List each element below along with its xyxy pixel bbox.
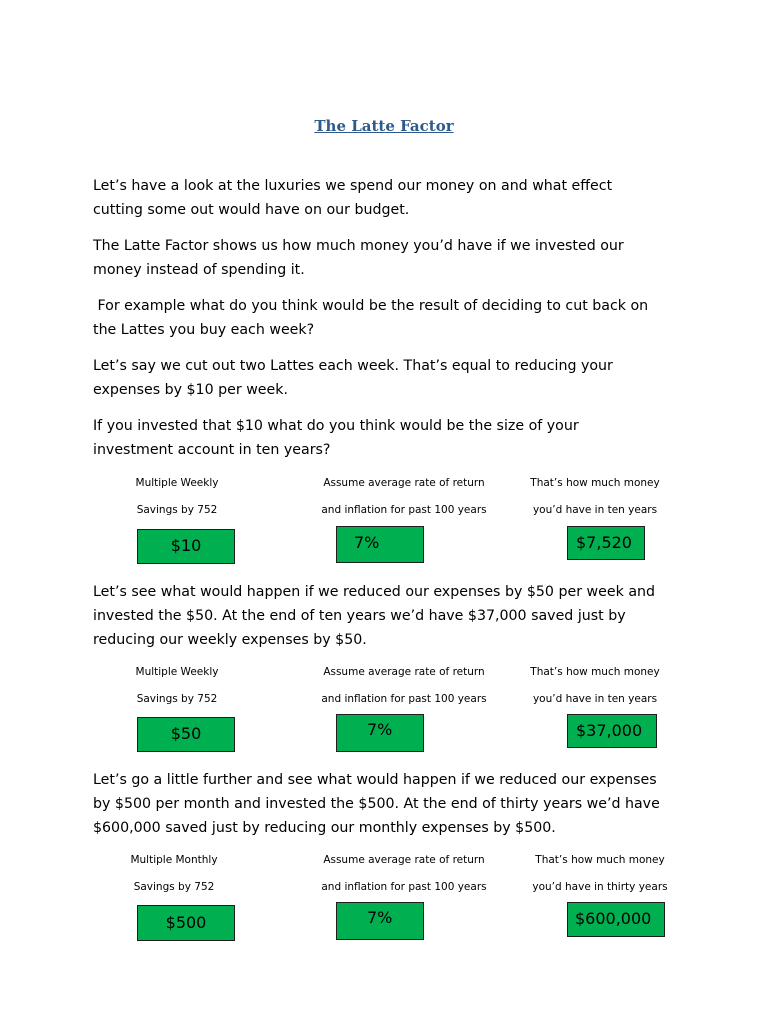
- monthly-savings-value-box: $500: [137, 905, 235, 941]
- rate-value-box: 7%: [336, 714, 424, 752]
- text-line: invested the $50. At the end of ten years we’d have $37,000 saved just by: [93, 608, 626, 624]
- intro-paragraph: [93, 174, 693, 222]
- text-line: investment account in ten years?: [93, 442, 331, 458]
- rate-caption: Assume average rate of return and inflation for past 100 years: [321, 666, 487, 705]
- text-line: cutting some out would have on our budget.: [93, 202, 410, 218]
- text-line: by $500 per month and invested the $500. At the end of thirty years we’d have: [93, 796, 660, 812]
- text-line: Let’s say we cut out two Lattes each week. That’s equal to reducing your: [93, 358, 613, 374]
- text-line: Let’s go a little further and see what would happen if we reduced our expenses: [93, 772, 657, 788]
- result-caption: That’s how much money you’d have in ten years: [530, 666, 660, 705]
- text-line: expenses by $10 per week.: [93, 382, 288, 398]
- text-line: $600,000 saved just by reducing our monthly expenses by $500.: [93, 820, 556, 836]
- result-value-box: $600,000: [567, 902, 665, 937]
- rate-caption: Assume average rate of return and inflation for past 100 years: [321, 854, 487, 893]
- rate-caption: Assume average rate of return and inflation for past 100 years: [321, 477, 487, 516]
- weekly-savings-value-box: $50: [137, 717, 235, 752]
- page-title: The Latte Factor: [314, 117, 454, 135]
- savings-caption: Multiple Monthly Savings by 752: [130, 854, 218, 893]
- text-line: reducing our weekly expenses by $50.: [93, 632, 367, 648]
- example-question-paragraph: [93, 294, 693, 342]
- savings-caption: Multiple Weekly Savings by 752: [135, 477, 219, 516]
- text-line: the Lattes you buy each week?: [93, 322, 315, 338]
- rate-value-box: 7%: [336, 526, 424, 563]
- weekly-savings-value-box: $10: [137, 529, 235, 564]
- text-line: Let’s see what would happen if we reduced our expenses by $50 per week and: [93, 584, 656, 600]
- text-line: The Latte Factor shows us how much money you’d have if we invested our: [93, 238, 624, 254]
- text-line: Let’s have a look at the luxuries we spend our money on and what effect: [93, 178, 613, 194]
- result-caption: That’s how much money you’d have in thirty years: [532, 854, 668, 893]
- result-value-box: $37,000: [567, 714, 657, 748]
- text-line: If you invested that $10 what do you think would be the size of your: [93, 418, 579, 434]
- result-value-box: $7,520: [567, 526, 645, 560]
- two-lattes-paragraph: [93, 354, 693, 402]
- latte-factor-paragraph: [93, 234, 693, 282]
- result-caption: That’s how much money you’d have in ten years: [530, 477, 660, 516]
- rate-value-box: 7%: [336, 902, 424, 940]
- savings-caption: Multiple Weekly Savings by 752: [135, 666, 219, 705]
- fifty-dollar-paragraph: [93, 580, 693, 652]
- text-line: money instead of spending it.: [93, 262, 305, 278]
- five-hundred-dollar-paragraph: [93, 768, 693, 840]
- text-line: For example what do you think would be the result of deciding to cut back on: [93, 298, 649, 314]
- invested-question-paragraph: [93, 414, 693, 462]
